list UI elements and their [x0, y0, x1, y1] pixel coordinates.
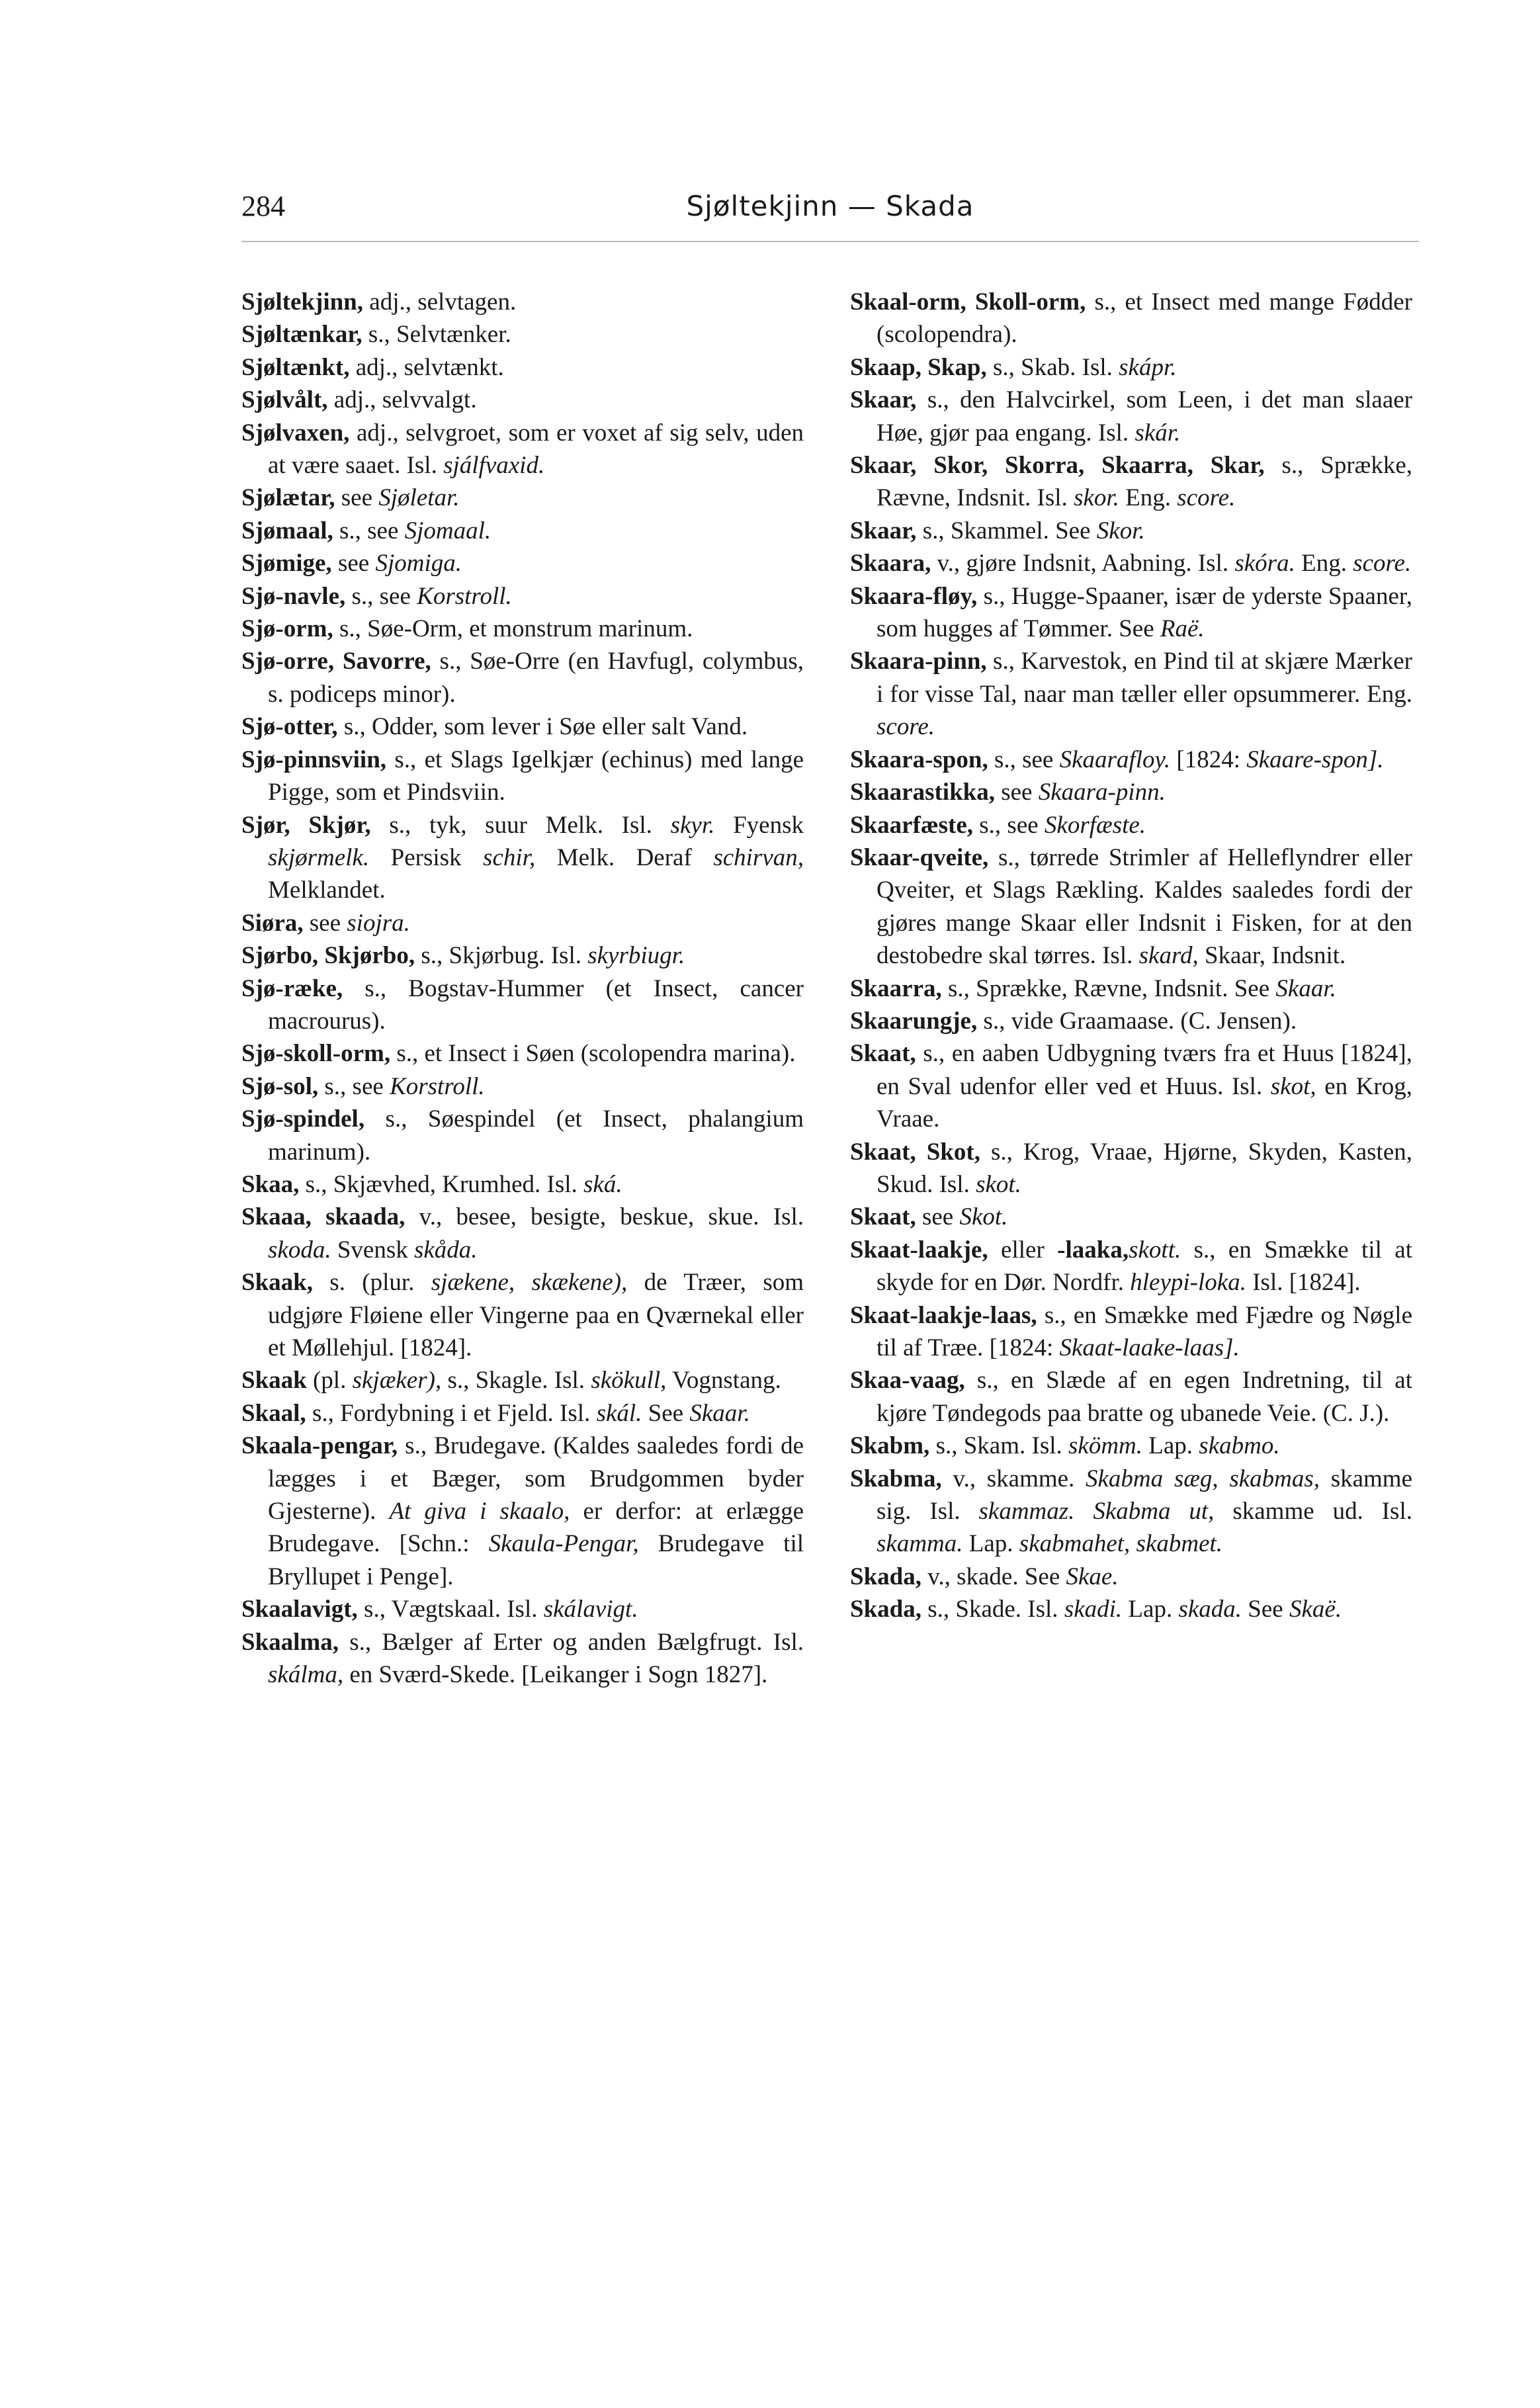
headword: Sjø-spindel, [241, 1105, 365, 1133]
italic-text: sjálfvaxid. [443, 452, 545, 480]
dictionary-entry [850, 1364, 1412, 1430]
headword: Sjø-navle, [241, 582, 346, 610]
definition-text: s., Hugge-Spaaner, især de yderste Spaaner, som hugges af Tømmer. See [877, 582, 1412, 643]
headword: Sjølvaxen, [241, 419, 350, 447]
definition-text: en Sværd-Skede. [Leikanger i Sogn 1827]. [343, 1661, 768, 1689]
headword: Skaap, Skap, [850, 353, 987, 381]
headword: Skaat, [850, 1203, 916, 1231]
dictionary-entry [241, 744, 804, 809]
dictionary-entry [850, 449, 1412, 515]
italic-text: skåda. [413, 1236, 478, 1264]
dictionary-entry [850, 1005, 1412, 1037]
headword: Skaak [241, 1367, 307, 1395]
italic-text: skard, [1138, 942, 1199, 970]
definition-text: s., tørrede Strimler af Helleflyndrer eller Qveiter, et Slags Rækling. Kaldes saaledes fordi der gjøres mange Skaar eller Indsnit i Fisken, for at den destobedre skal tørres. Isl. [877, 843, 1412, 970]
definition-text: de Træer, som udgjøre Fløiene eller Vingerne paa en Qværnekal eller et Møllehjul. [1824]. [268, 1269, 804, 1361]
dictionary-entry [850, 841, 1412, 972]
italic-text: hleypi-loka. [1130, 1269, 1246, 1297]
italic-text: Skae. [1066, 1563, 1119, 1590]
dictionary-entry [850, 1299, 1412, 1365]
headword: Skada, [850, 1596, 921, 1623]
headword: Sjø-orre, Savorre, [241, 648, 431, 675]
definition-text: s., Fordybning i et Fjeld. Isl. [306, 1399, 597, 1427]
definition-text: s., Skjævhed, Krumhed. Isl. [299, 1170, 584, 1198]
headword: Sjørbo, Skjørbo, [241, 942, 415, 970]
definition-text: s., Skammel. See [916, 517, 1097, 544]
headword: Siøra, [241, 909, 304, 937]
definition-text: s., see [333, 517, 405, 544]
dictionary-entry [241, 580, 804, 613]
headword: Skaara, [850, 550, 931, 578]
italic-text: Korstroll. [417, 582, 512, 610]
definition-text: see [303, 909, 347, 937]
italic-text: skammaz. Skabma ut, [978, 1498, 1215, 1526]
headword: -laaka, [1057, 1236, 1129, 1264]
definition-text: adj., selvvalgt. [327, 386, 477, 414]
italic-text: skada. [1178, 1596, 1242, 1623]
definition-text: Eng. [1295, 550, 1353, 578]
italic-text: skóra. [1234, 550, 1295, 578]
italic-text: score. [877, 713, 935, 741]
definition-text: s., Sprække, Rævne, Indsnit. Isl. [877, 452, 1413, 512]
definition-text: s., et Slags Igelkjær (echinus) med lange Pigge, som et Pindsviin. [268, 746, 804, 806]
headword: Skaa-vaag, [850, 1367, 965, 1395]
headword: Skabm, [850, 1432, 930, 1460]
definition-text: s., Odder, som lever i Søe eller salt Vand. [337, 713, 748, 741]
italic-text: skyrbiugr. [587, 942, 685, 970]
definition-text: Lap. [1122, 1596, 1179, 1623]
headword: Skaal-orm, Skoll-orm, [850, 288, 1086, 316]
italic-text: skoda. [268, 1236, 331, 1264]
headword: Skabma, [850, 1465, 942, 1492]
definition-text: Melklandet. [268, 877, 386, 904]
definition-text: Fyensk [714, 811, 804, 839]
italic-text: siojra. [347, 909, 410, 937]
dictionary-entry [850, 1201, 1412, 1233]
dictionary-entry [241, 1168, 804, 1201]
dictionary-entry [241, 318, 804, 351]
definition-text: s., see [973, 811, 1045, 839]
definition-text: s., Søespindel (et Insect, phalangium marinum). [268, 1105, 804, 1166]
definition-text: s., en Slæde af en egen Indretning, til at kjøre Tøndegods paa bratte og ubanede Veie. (C. J.). [877, 1367, 1412, 1427]
headword: Sjølvålt, [241, 386, 328, 414]
italic-text: skor. [1074, 484, 1119, 512]
headword: Skaat, Skot, [850, 1138, 980, 1166]
dictionary-entry [241, 1397, 804, 1430]
italic-text: Skabma sæg, skabmas, [1086, 1465, 1320, 1492]
running-head: Sjøltekjinn — Skada [686, 190, 974, 222]
dictionary-entry [850, 1593, 1412, 1625]
dictionary-entry [241, 1266, 804, 1364]
dictionary-entry [850, 286, 1412, 351]
italic-text: skár. [1134, 419, 1181, 447]
headword: Sjø-pinnsviin, [241, 746, 387, 773]
italic-text: skamma. [877, 1530, 963, 1558]
definition-text: s., Brudegave. (Kaldes saaledes fordi de lægges i et Bæger, som Brudgommen byder Gjesterne). [268, 1432, 804, 1526]
italic-text: Skot. [959, 1203, 1008, 1231]
dictionary-entry [850, 1136, 1412, 1201]
headword: Skaalma, [241, 1628, 339, 1656]
italic-text: skadi. [1064, 1596, 1123, 1623]
dictionary-entry [850, 1430, 1412, 1462]
definition-text: s. (plur. [312, 1269, 431, 1297]
italic-text: Skaarafloy. [1059, 746, 1171, 773]
dictionary-entry [241, 613, 804, 645]
definition-text: [1824: [1170, 746, 1247, 773]
definition-text: Isl. [1246, 1269, 1289, 1297]
headword: Skaara-pinn, [850, 648, 987, 675]
definition-text: (pl. [306, 1367, 353, 1395]
dictionary-entry [241, 482, 804, 514]
italic-text: ská. [583, 1170, 622, 1198]
headword: Sjø-skoll-orm, [241, 1040, 391, 1068]
header-rule [241, 241, 1419, 242]
headword: Sjø-otter, [241, 713, 338, 741]
definition-text: see [994, 779, 1039, 806]
headword: Sjøltekjinn, [241, 288, 364, 316]
headword: Skaala-pengar, [241, 1432, 398, 1460]
dictionary-entry [241, 645, 804, 710]
italic-text: skál. [596, 1399, 642, 1427]
italic-text: Sjomiga. [375, 550, 462, 578]
dictionary-entry [241, 939, 804, 972]
definition-text: s., Selvtænker. [362, 321, 511, 349]
headword: Sjøltænkar, [241, 321, 363, 349]
headword: Skaat-laakje-laas, [850, 1301, 1037, 1329]
headword: Sjør, Skjør, [241, 811, 371, 839]
definition-text: s., Skam. Isl. [929, 1432, 1068, 1460]
headword: Skaara-fløy, [850, 582, 978, 610]
dictionary-entry [850, 1234, 1412, 1299]
dictionary-entry [241, 907, 804, 939]
dictionary-entry [241, 515, 804, 547]
italic-text: skömm. [1068, 1432, 1143, 1460]
definition-text: s., see [345, 582, 417, 610]
definition-text: s., den Halvcirkel, som Leen, i det man slaaer Høe, gjør paa engang. Isl. [877, 386, 1412, 447]
definition-text: s., en Smække til at skyde for en Dør. Nordfr. [877, 1236, 1412, 1297]
headword: Skaar, [850, 386, 917, 414]
definition-text: Persisk [369, 843, 484, 871]
italic-text: skabmo. [1199, 1432, 1280, 1460]
italic-text: skálavigt. [543, 1596, 638, 1623]
definition-text: eller [988, 1236, 1058, 1264]
definition-text: Brudegave til Bryllupet i Penge]. [268, 1530, 804, 1590]
headword: Skaalavigt, [241, 1596, 358, 1623]
dictionary-entry [241, 351, 804, 384]
dictionary-entry [241, 1201, 804, 1266]
definition-text: s., en Smække med Fjædre og Nøgle til af Træe. [1824: [877, 1301, 1412, 1361]
italic-text: Sjomaal. [404, 517, 492, 544]
italic-text: skjæker), [352, 1367, 442, 1395]
dictionary-entry [850, 645, 1412, 743]
definition-text: s., vide Graamaase. (C. Jensen). [977, 1007, 1297, 1035]
italic-text: At giva i skaalo, [389, 1498, 570, 1526]
dictionary-entry [850, 1463, 1412, 1561]
definition-text: s., Karvestok, en Pind til at skjære Mærker i for visse Tal, naar man tæller eller opsummerer. Eng. [877, 648, 1412, 708]
definition-text: Svensk [331, 1236, 414, 1264]
definition-text: see [916, 1203, 960, 1231]
right-column [850, 286, 1412, 1626]
italic-text: skálma, [268, 1661, 344, 1689]
italic-text: Skaula-Pengar, [488, 1530, 639, 1558]
definition-text: See [642, 1399, 690, 1427]
definition-text: [1824]. [1289, 1269, 1361, 1297]
headword: Skaar, Skor, Skorra, Skaarra, Skar, [850, 452, 1265, 480]
italic-text: skyr. [670, 811, 715, 839]
headword: Skaarungje, [850, 1007, 978, 1035]
dictionary-entry [241, 1626, 804, 1692]
dictionary-entry [241, 710, 804, 743]
headword: Skaar-qveite, [850, 843, 989, 871]
definition-text: s., tyk, suur Melk. Isl. [370, 811, 671, 839]
dictionary-entry [850, 1037, 1412, 1135]
definition-text: v., skade. See [921, 1563, 1066, 1590]
headword: Sjø-orm, [241, 615, 333, 643]
page-header [241, 187, 1419, 229]
definition-text: skamme ud. Isl. [1214, 1498, 1412, 1526]
headword: Skaara-spon, [850, 746, 988, 773]
headword: Skaar, [850, 517, 917, 544]
dictionary-entry [241, 1070, 804, 1103]
italic-text: Skaar. [689, 1399, 750, 1427]
headword: Skaat-laakje, [850, 1236, 988, 1264]
definition-text: s., Krog, Vraae, Hjørne, Skyden, Kasten, Skud. Isl. [877, 1138, 1412, 1198]
definition-text: v., besee, besigte, beskue, skue. Isl. [405, 1203, 804, 1231]
italic-text: sjækene, skækene), [431, 1269, 628, 1297]
dictionary-entry [850, 580, 1412, 646]
headword: Sjømaal, [241, 517, 333, 544]
definition-text: er derfor: at erlægge Brudegave. [Schn.: [268, 1498, 804, 1558]
italic-text: Skaara-pinn. [1038, 779, 1166, 806]
headword: Sjø-ræke, [241, 974, 343, 1002]
definition-text: s., Skab. Isl. [986, 353, 1119, 381]
italic-text: Skor. [1096, 517, 1145, 544]
definition-text: s., see [318, 1072, 390, 1100]
definition-text: s., Skjørbug. Isl. [415, 942, 588, 970]
definition-text: s., Sprække, Rævne, Indsnit. See [941, 974, 1276, 1002]
definition-text: s., Bælger af Erter og anden Bælgfrugt. Isl. [339, 1628, 804, 1656]
headword: Skaa, [241, 1170, 300, 1198]
definition-text: Lap. [1142, 1432, 1199, 1460]
definition-text: s., Skade. Isl. [921, 1596, 1064, 1623]
italic-text: skápr. [1119, 353, 1177, 381]
dictionary-entry [850, 776, 1412, 808]
dictionary-entry [241, 1364, 804, 1397]
definition-text: s., Søe-Orm, et monstrum marinum. [333, 615, 693, 643]
italic-text: Skaë. [1289, 1596, 1342, 1623]
italic-text: Skaare-spon]. [1246, 746, 1384, 773]
dictionary-entry [241, 547, 804, 580]
definition-text: s., Skagle. Isl. [441, 1367, 591, 1395]
italic-text: score. [1177, 484, 1236, 512]
page-number: 284 [241, 190, 285, 222]
definition-text: Melk. Deraf [535, 843, 714, 871]
definition-text: s., Vægtskaal. Isl. [357, 1596, 544, 1623]
italic-text: skökull, [591, 1367, 667, 1395]
dictionary-entry [850, 972, 1412, 1005]
dictionary-entry [241, 972, 804, 1038]
definition-text: See [1242, 1596, 1289, 1623]
italic-text: Korstroll. [390, 1072, 485, 1100]
dictionary-entry [241, 1103, 804, 1168]
italic-text: Skaat-laake-laas]. [1059, 1334, 1240, 1361]
italic-text: Sjøletar. [378, 484, 460, 512]
definition-text: v., gjøre Indsnit, Aabning. Isl. [931, 550, 1235, 578]
headword: Skaaa, skaada, [241, 1203, 406, 1231]
italic-text: score. [1353, 550, 1412, 578]
headword: Skaarra, [850, 974, 942, 1002]
dictionary-entry [241, 1430, 804, 1593]
definition-text: adj., selvtagen. [363, 288, 517, 316]
italic-text: skabmahet, skabmet. [1019, 1530, 1223, 1558]
left-column [241, 286, 804, 1691]
definition-text: s., et Insect med mange Fødder (scolopendra). [877, 288, 1413, 349]
dictionary-entry [241, 1037, 804, 1070]
italic-text: Skorfæste. [1044, 811, 1146, 839]
dictionary-entry [241, 286, 804, 318]
definition-text: s., see [988, 746, 1060, 773]
headword: Skaarfæste, [850, 811, 974, 839]
italic-text: Skaar. [1275, 974, 1336, 1002]
definition-text: v., skamme. [941, 1465, 1086, 1492]
headword: Sjølætar, [241, 484, 335, 512]
dictionary-entry [850, 809, 1412, 841]
dictionary-entry [241, 809, 804, 907]
italic-text: skot. [976, 1170, 1021, 1198]
dictionary-entry [241, 384, 804, 416]
italic-text: schirvan, [713, 843, 804, 871]
definition-text: Eng. [1119, 484, 1177, 512]
dictionary-entry [850, 547, 1412, 580]
definition-text: Vognstang. [666, 1367, 781, 1395]
definition-text: adj., selvgroet, som er voxet af sig selv, uden at være saaet. Isl. [268, 419, 804, 480]
dictionary-entry [850, 384, 1412, 449]
italic-text: skot, [1270, 1072, 1316, 1100]
italic-text: skott. [1129, 1236, 1181, 1264]
definition-text: s., en aaben Udbygning tværs fra et Huus [1824], en Sval udenfor eller ved et Huus. Isl. [877, 1040, 1412, 1100]
italic-text: Raë. [1160, 615, 1205, 643]
definition-text: see [331, 550, 376, 578]
headword: Sjøltænkt, [241, 353, 350, 381]
italic-text: skjørmelk. [268, 843, 370, 871]
dictionary-entry [850, 515, 1412, 547]
definition-text: skamme sig. Isl. [877, 1465, 1412, 1526]
dictionary-entry [850, 744, 1412, 776]
headword: Skaak, [241, 1269, 313, 1297]
italic-text: schir, [483, 843, 536, 871]
headword: Skada, [850, 1563, 921, 1590]
definition-text: adj., selvtænkt. [349, 353, 504, 381]
definition-text: s., et Insect i Søen (scolopendra marina). [390, 1040, 796, 1068]
definition-text: Lap. [962, 1530, 1019, 1558]
headword: Skaarastikka, [850, 779, 995, 806]
definition-text: s., Bogstav-Hummer (et Insect, cancer macrourus). [268, 974, 804, 1035]
definition-text: see [335, 484, 379, 512]
headword: Skaal, [241, 1399, 306, 1427]
headword: Skaat, [850, 1040, 916, 1068]
dictionary-entry [850, 351, 1412, 384]
dictionary-entry [241, 417, 804, 482]
dictionary-entry [241, 1593, 804, 1625]
definition-text: en Krog, Vraae. [877, 1072, 1412, 1133]
definition-text: s., Søe-Orre (en Havfugl, colymbus, s. podiceps minor). [268, 648, 804, 708]
headword: Sjømige, [241, 550, 332, 578]
definition-text: Skaar, Indsnit. [1198, 942, 1346, 970]
dictionary-entry [850, 1561, 1412, 1593]
headword: Sjø-sol, [241, 1072, 319, 1100]
